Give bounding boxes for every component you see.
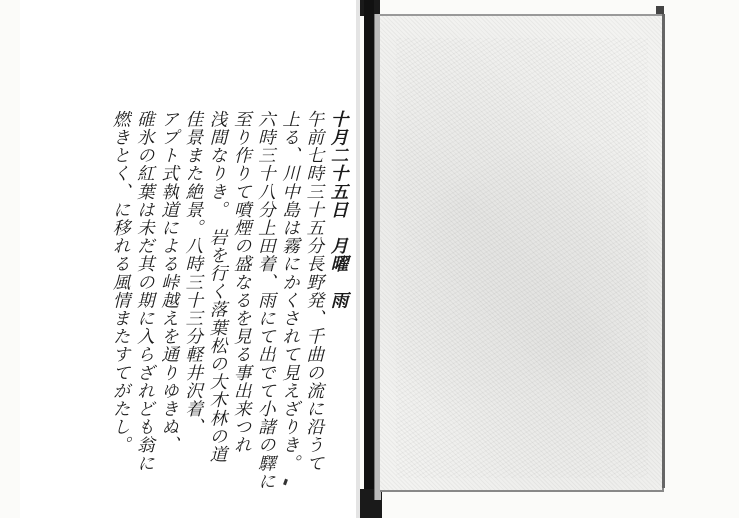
- diary-line: アプト式執道による峠越えを通りゆきぬ、: [158, 110, 179, 454]
- diary-line: 燃きとく、に移れる風情またすてがたし。: [110, 110, 131, 454]
- diary-line: 佳景また絶景。八時三十三分軽井沢着、: [182, 110, 203, 436]
- corner-mark: [656, 6, 664, 14]
- diary-line: 浅間なりき。 岩を行く落葉松の大木林の道: [206, 110, 227, 464]
- book-spine: [364, 0, 374, 518]
- diary-line: 至り作りて噴煙の盛なるを見る事出来つれ: [231, 110, 252, 454]
- diary-line: 上る、川中島は霧にかくされて見えざりき。: [279, 110, 300, 472]
- right-page-edge: [662, 14, 665, 488]
- diary-date-heading: 十月二十五日 月曜 雨: [328, 110, 348, 310]
- page-gutter: [356, 0, 360, 518]
- right-page-blank: [380, 14, 664, 492]
- diary-entry: [78, 110, 350, 490]
- paper-texture: [396, 38, 648, 478]
- diary-line: 午前七時三十五分長野発、千曲の流に沿うて: [303, 110, 324, 472]
- diary-line: 碓氷の紅葉は未だ其の期に入らざれども翁に: [134, 110, 155, 472]
- diary-line: 六時三十八分上田着、雨にて出でて小諸の驛に: [255, 110, 276, 491]
